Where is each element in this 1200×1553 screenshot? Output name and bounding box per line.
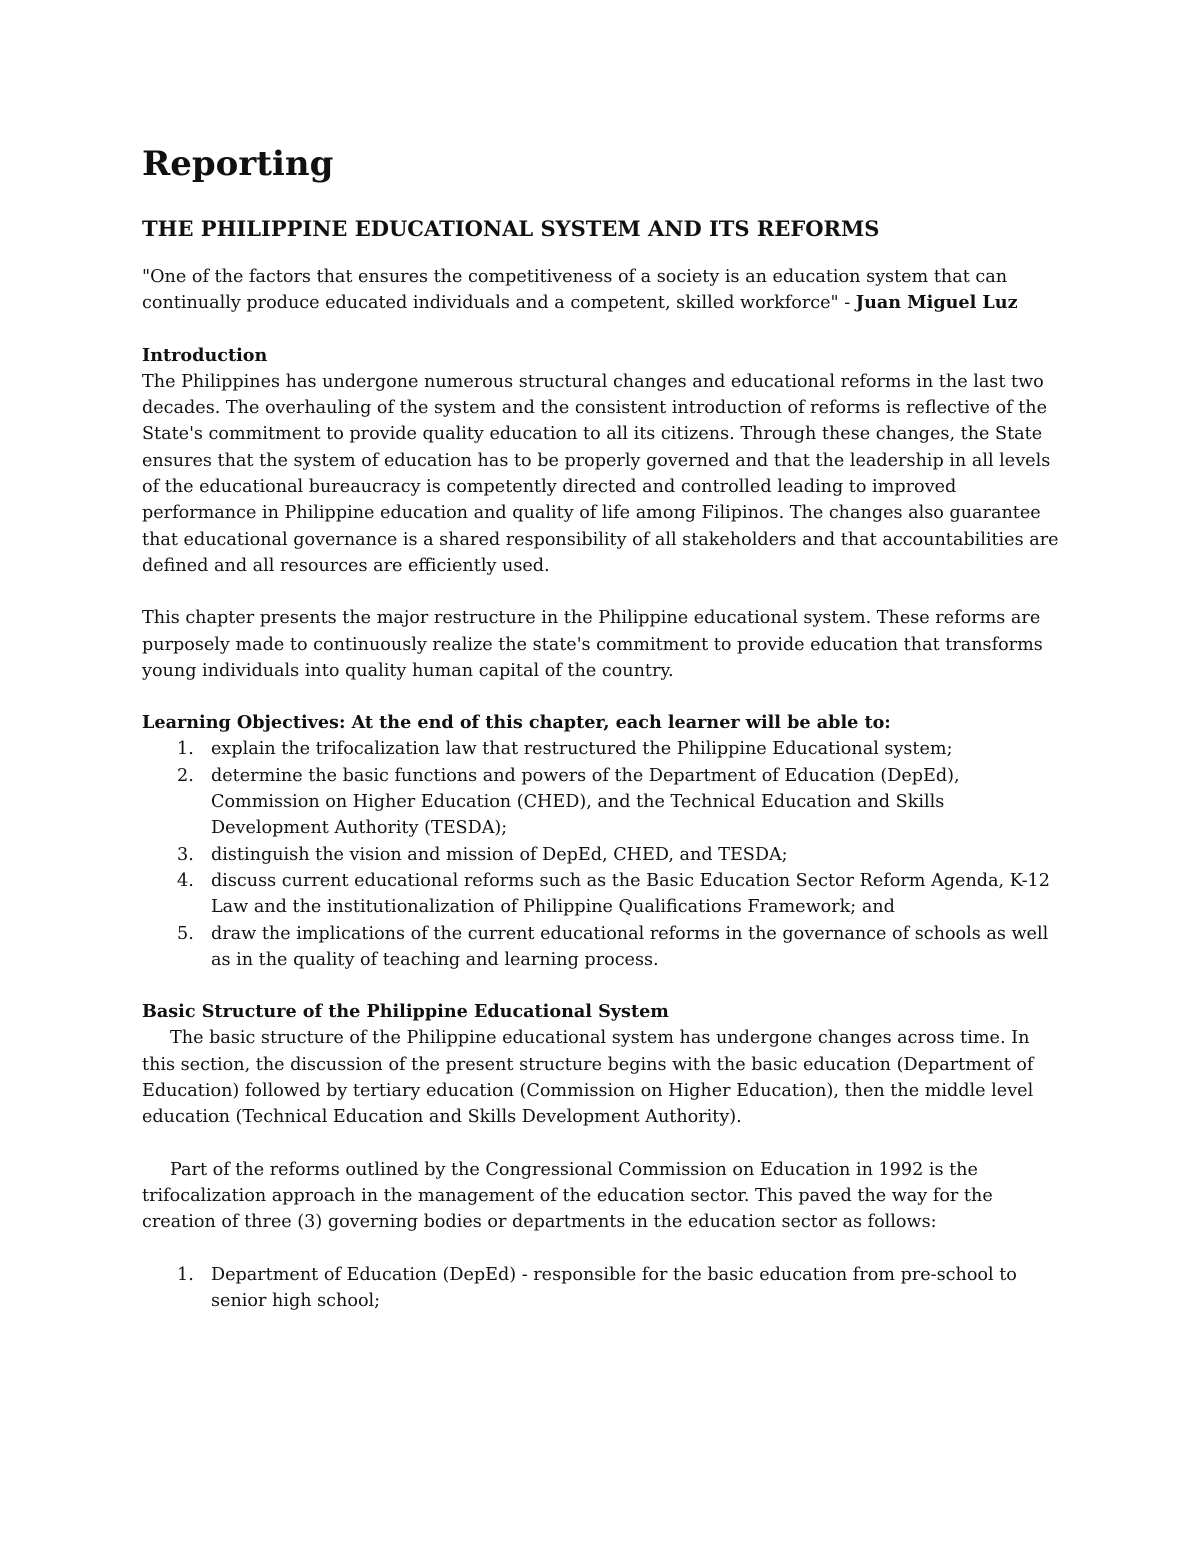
basic-structure-heading: Basic Structure of the Philippine Educational System: [142, 1001, 669, 1023]
introduction-paragraph-1: The Philippines has undergone numerous structural changes and educational reforms in the last two decades. The overhauling of the system and the consistent introduction of reforms is reflective of the State's commitment to provide quality education to all its citizens. Through these changes, the State ensures that the system of education has to be properly governed and that the leadership in all levels of the educational bureaucracy is competently directed and controlled leading to improved performance in Philippine education and quality of life among Filipinos. The changes also guarantee that educational governance is a shared responsibility of all stakeholders and that accountabilities are defined and all resources are efficiently used.: [142, 371, 1059, 576]
list-item-number: 1.: [177, 739, 194, 760]
list-item-number: 5.: [177, 923, 194, 944]
document-subtitle: THE PHILIPPINE EDUCATIONAL SYSTEM AND ITS REFORMS: [142, 216, 880, 241]
list-item-text: discuss current educational reforms such as the Basic Education Sector Reform Agenda, K-12 Law and the institutionalization of Philippine Qualifications Framework; and: [211, 870, 1050, 918]
list-item: [142, 736, 1060, 762]
basic-structure-paragraph-2: Part of the reforms outlined by the Congressional Commission on Education in 1992 is the trifocalization approach in the management of the education sector. This paved the way for the creation of three (3) governing bodies or departments in the education sector as follows:: [142, 1159, 993, 1233]
list-item-number: 3.: [177, 844, 194, 865]
list-item-text: Department of Education (DepEd) - responsible for the basic education from pre-school to senior high school;: [211, 1264, 1017, 1311]
list-item-number: 1.: [177, 1264, 194, 1285]
list-item-text: explain the trifocalization law that restructured the Philippine Educational system;: [211, 739, 953, 760]
objectives-heading: Learning Objectives: At the end of this chapter, each learner will be able to:: [142, 712, 891, 734]
introduction-paragraph-2: This chapter presents the major restructure in the Philippine educational system. These reforms are purposely made to continuously realize the state's commitment to provide education that transforms young individuals into quality human capital of the country.: [142, 608, 1043, 681]
list-item-text: distinguish the vision and mission of DepEd, CHED, and TESDA;: [211, 844, 788, 865]
basic-structure-paragraph-1: The basic structure of the Philippine educational system has undergone changes across time. In this section, the discussion of the present structure begins with the basic education (Department of Education) followed by tertiary education (Commission on Higher Education), then the middle level education (Technical Education and Skills Development Authority).: [142, 1028, 1034, 1128]
list-item-number: 4.: [177, 870, 194, 891]
list-item: [142, 921, 1060, 974]
list-item: [142, 842, 1060, 868]
list-item: [142, 763, 1060, 842]
quote-text: "One of the factors that ensures the competitiveness of a society is an education system that can continually produce educated individuals and a competent, skilled workforce" -: [142, 267, 1008, 314]
list-item-number: 2.: [177, 765, 194, 786]
governing-bodies-list: [142, 1262, 1060, 1315]
list-item-text: draw the implications of the current educational reforms in the governance of schools as well as in the quality of teaching and learning process.: [211, 923, 1049, 970]
opening-quote: [142, 264, 1060, 317]
objectives-list: [142, 736, 1060, 973]
quote-author: Juan Miguel Luz: [855, 292, 1018, 314]
list-item: [142, 1262, 1060, 1315]
page-title: Reporting: [142, 144, 334, 184]
introduction-heading: Introduction: [142, 344, 268, 366]
list-item-text: determine the basic functions and powers of the Department of Education (DepEd), Commission on Higher Education (CHED), and the Technical Education and Skills Development Authority (TESDA);: [211, 765, 960, 839]
list-item: [142, 868, 1060, 921]
